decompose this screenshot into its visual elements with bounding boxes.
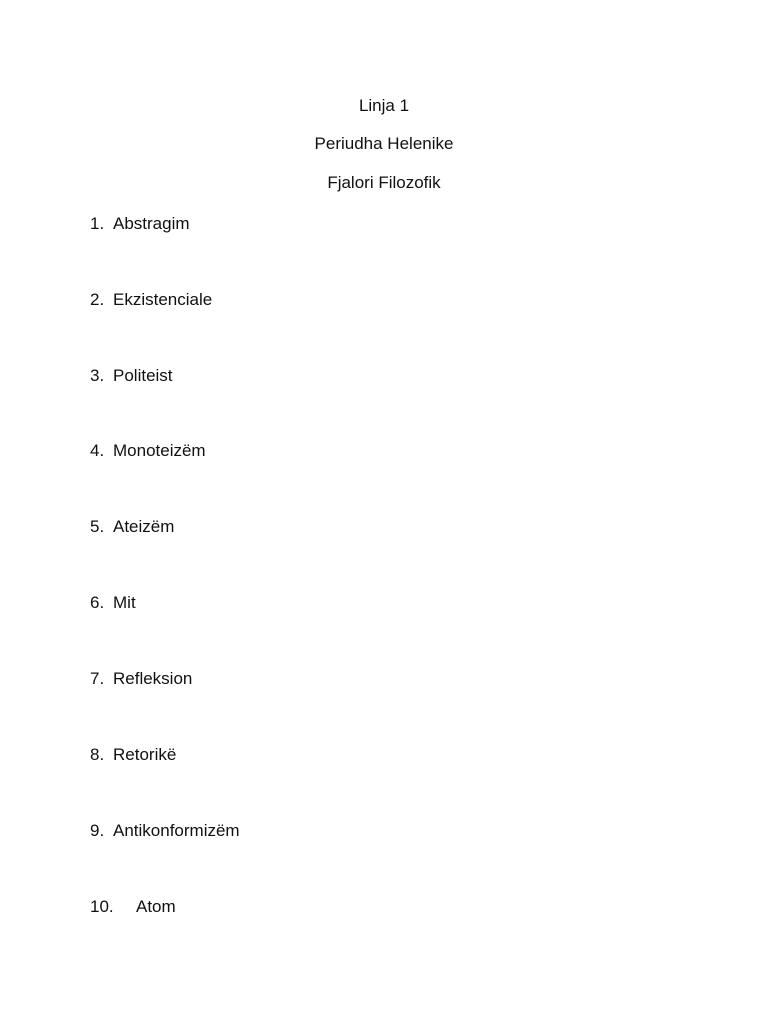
doc-subtitle-glossary: Fjalori Filozofik — [327, 173, 441, 192]
list-item-term: Ateizëm — [113, 517, 175, 536]
list-item-number: 8. — [90, 745, 105, 764]
list-item-term: Mit — [113, 593, 136, 612]
list-item-number: 6. — [90, 593, 105, 612]
list-item-number: 9. — [90, 821, 105, 840]
list-item-number: 2. — [90, 290, 105, 309]
list-item — [90, 290, 212, 310]
list-item-term: Retorikë — [113, 745, 177, 764]
list-item-term: Politeist — [113, 366, 173, 385]
list-item — [90, 593, 136, 613]
list-item — [90, 745, 176, 765]
list-item — [90, 517, 174, 537]
list-item-term: Refleksion — [113, 669, 193, 688]
list-item-term: Ekzistenciale — [113, 290, 213, 309]
list-item-number: 7. — [90, 669, 105, 688]
doc-title-line: Linja 1 — [358, 96, 410, 115]
list-item-number: 4. — [90, 441, 105, 460]
doc-subtitle-period: Periudha Helenike — [314, 134, 454, 153]
list-item — [90, 821, 240, 841]
list-item-term: Monoteizëm — [113, 441, 206, 460]
list-item — [90, 897, 176, 917]
list-item — [90, 669, 192, 689]
list-item-term: Atom — [136, 897, 176, 916]
list-item-term: Abstragim — [113, 214, 190, 233]
list-item-number: 1. — [90, 214, 105, 233]
list-item-number: 5. — [90, 517, 105, 536]
list-item-term: Antikonformizëm — [113, 821, 240, 840]
list-item-number: 3. — [90, 366, 105, 385]
list-item-number: 10. — [90, 897, 114, 916]
list-item — [90, 441, 206, 461]
list-item — [90, 366, 173, 386]
list-item — [90, 214, 190, 234]
